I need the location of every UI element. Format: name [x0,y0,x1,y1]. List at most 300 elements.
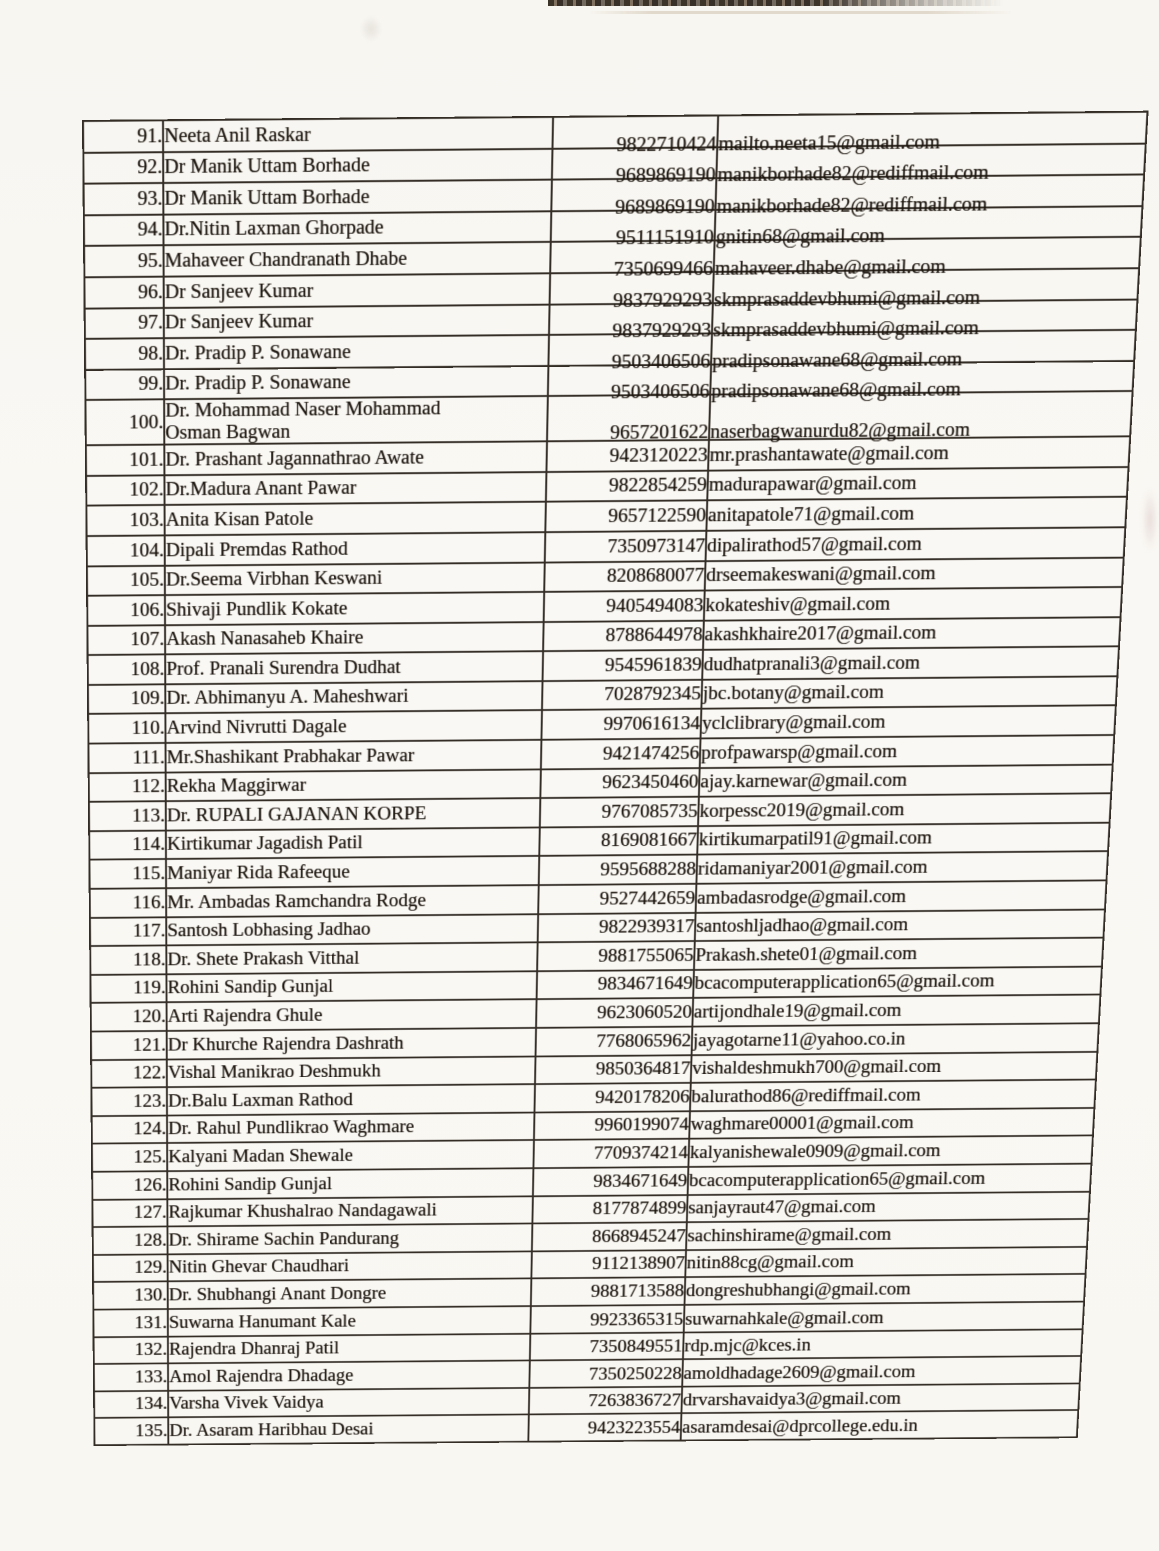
phone-cell [528,1413,681,1441]
person-name: Arti Rajendra Ghule [167,1005,323,1027]
name-cell [167,1168,533,1199]
person-name: Rohini Sandip Gunjal [167,976,334,999]
email-address: amoldhadage2609@gmail.com [683,1362,916,1383]
serial-number: 127. [133,1202,167,1223]
phone-cell [544,561,705,592]
serial-number: 113. [131,805,165,827]
email-address: nitin88cg@gmail.com [686,1252,855,1274]
phone-cell [545,501,707,532]
serial-number-cell [83,152,163,184]
name-cell [164,396,548,444]
name-cell [164,472,546,505]
serial-number-cell [88,655,166,685]
serial-number-cell [93,1227,168,1255]
person-name: Mr.Shashikant Prabhakar Pawar [166,745,415,768]
serial-number-cell [84,214,164,246]
serial-number: 118. [132,949,166,970]
name-cell [166,856,539,888]
serial-number-cell [91,1059,167,1088]
phone-number: 7028792345 [603,683,702,706]
serial-number: 130. [134,1285,167,1305]
person-name: Prof. Pranali Surendra Dudhat [166,656,401,680]
serial-number-cell [94,1336,168,1364]
name-cell [166,914,538,946]
phone-number: 9822854259 [608,474,708,497]
serial-number: 105. [129,569,164,591]
phone-cell [533,1167,688,1196]
email-address: profpawarsp@gmail.com [700,741,898,764]
email-address: artijondhale19@gmail.com [693,1000,902,1023]
serial-number: 117. [132,921,166,942]
phone-cell [538,913,696,943]
email-cell [685,1247,1087,1278]
name-cell [164,273,551,307]
person-name: Dr. Asaram Haribhau Desai [169,1419,374,1441]
phone-number: 8788644978 [605,624,703,647]
phone-cell [544,591,705,622]
phone-number: 9881713588 [590,1281,685,1302]
serial-number: 97. [138,312,163,334]
name-cell [167,1056,536,1087]
person-name: Dr Sanjeev Kumar [164,279,314,303]
email-cell [684,1302,1084,1333]
phone-number: 9657122590 [607,504,707,527]
email-address: asaramdesai@dprcollege.edu.in [681,1416,919,1437]
phone-cell [543,620,704,651]
serial-number-cell [88,743,165,773]
person-name: Akash Nanasaheb Khaire [166,627,364,650]
contact-table-body [83,112,1147,1445]
serial-number-cell [93,1309,168,1337]
email-address: pradipsonawane68@gmail.com [711,379,962,403]
phone-number: 7768065962 [596,1030,692,1052]
email-address: balurathod86@rediffmail.com [691,1085,921,1107]
email-cell [699,764,1113,797]
phone-cell [529,1359,683,1387]
email-cell [700,735,1115,768]
person-name: Rajendra Dhanraj Patil [168,1338,340,1360]
serial-number: 124. [133,1119,167,1140]
email-address: sachinshirame@gmail.com [687,1224,892,1246]
serial-number: 119. [132,978,166,999]
serial-number: 94. [137,218,163,241]
serial-number: 108. [130,658,165,680]
name-cell [167,1112,534,1143]
email-address: mr.prashantawate@gmail.com [709,442,950,466]
name-cell [166,943,537,975]
email-cell [706,527,1126,561]
email-address: suwarnahkale@gmail.com [684,1308,884,1329]
person-name: Rekha Maggirwar [166,775,307,797]
serial-number-cell [88,684,165,714]
phone-number: 9822939317 [598,916,695,938]
email-cell [689,1108,1094,1139]
serial-number: 135. [134,1421,168,1441]
phone-number: 9923365315 [589,1309,684,1330]
name-cell [165,622,544,655]
name-cell [166,769,541,801]
email-cell [682,1356,1081,1386]
person-name: Dr. Rahul Pundlikrao Waghmare [167,1117,415,1139]
name-cell [164,242,551,276]
serial-number-cell [87,565,165,596]
email-address: kirtikumarpatil91@gmail.com [698,828,933,851]
person-name: Nitin Ghevar Chaudhari [168,1256,350,1278]
name-cell [168,1388,529,1418]
person-name: Dr. Shete Prakash Vitthal [167,948,360,970]
person-name: Dr. Pradip P. Sonawane [165,371,351,395]
serial-number: 107. [130,629,165,651]
email-cell [687,1191,1090,1222]
name-cell [163,180,552,215]
phone-number: 9970616134 [603,713,701,735]
email-address: drseemakeswani@gmail.com [705,563,936,586]
phone-cell [532,1222,687,1251]
person-name: Dr.Balu Laxman Rathod [167,1089,353,1111]
email-address: drvarshavaidya3@gmail.com [682,1389,902,1411]
person-name: Suwarna Hanumant Kale [168,1311,356,1332]
serial-number-cell [86,505,164,536]
serial-number-cell [93,1282,168,1310]
scanner-edge-artifact-band [548,0,1018,6]
phone-cell [531,1277,685,1306]
person-name: Shivaji Pundlik Kokate [165,597,348,621]
serial-number: 125. [133,1147,167,1168]
phone-number: 7709374214 [593,1143,689,1164]
name-cell [166,798,541,830]
scanner-edge-artifact-faint-line [588,11,1013,14]
email-cell [696,852,1108,884]
phone-cell [540,768,699,798]
serial-number-cell [89,772,166,802]
name-cell [166,827,540,859]
phone-number: 9689869190 [615,164,716,188]
person-name: Dr Manik Uttam Borhade [164,185,370,210]
phone-cell [543,650,703,681]
phone-cell [536,998,693,1028]
email-cell [690,1080,1096,1111]
email-address: sanjayraut47@gmai.com [687,1197,876,1218]
email-cell [704,587,1122,620]
email-cell [681,1410,1079,1440]
name-cell [167,1140,534,1171]
serial-number-cell [92,1199,167,1227]
serial-number: 109. [130,688,165,710]
person-name: Dr. Abhimanyu A. Maheshwari [166,686,409,709]
serial-number: 99. [138,373,164,395]
phone-number: 9511151910 [615,227,715,250]
person-name: Dr. Mohammad Naser Mohammad Osman Bagwan [165,398,441,444]
scan-smudge-top-left [360,16,382,42]
email-address: mahaveer.dhabe@gmail.com [714,256,947,280]
serial-number-cell [92,1115,167,1144]
email-cell [706,497,1127,531]
email-address: korpessc2019@gmail.com [699,799,905,822]
serial-number-cell [84,183,164,215]
name-cell [167,1224,532,1255]
email-address: ajay.karnewar@gmail.com [699,770,908,793]
email-cell [698,793,1111,826]
serial-number-cell [91,1003,167,1032]
email-cell [701,676,1117,709]
email-cell [683,1329,1083,1359]
serial-number-cell [85,369,164,400]
person-name: Varsha Vivek Vaidya [169,1393,324,1414]
name-cell [164,335,549,369]
serial-number: 133. [134,1367,168,1387]
email-address: manikborhade82@rediffmail.com [717,162,990,187]
serial-number: 134. [134,1394,168,1414]
serial-number: 121. [132,1035,166,1055]
phone-number: 8169081667 [600,830,697,852]
email-address: Prakash.shete01@gmail.com [695,943,918,966]
email-address: dipalirathod57@gmail.com [706,533,923,556]
phone-number: 9623060520 [596,1002,693,1023]
serial-number: 92. [137,156,163,179]
scan-smudge-right-edge [1142,488,1158,552]
serial-number-cell [94,1418,168,1446]
email-address: bcacomputerapplication65@gmail.com [688,1168,986,1191]
phone-cell [545,531,707,562]
email-address: gnitin68@gmail.com [715,225,886,249]
email-address: kalyanishewale0909@gmail.com [689,1141,941,1163]
email-address: jbc.botany@gmail.com [702,682,885,705]
email-cell [695,909,1105,941]
phone-number: 9767085735 [601,801,698,823]
phone-number: 9595688288 [599,859,697,881]
phone-cell [533,1139,689,1168]
phone-number: 9527442659 [599,887,696,909]
email-address: madurapawar@gmail.com [708,472,917,496]
phone-number: 9503406506 [610,381,710,404]
serial-number-cell [90,917,166,946]
email-cell [686,1219,1088,1250]
phone-cell [541,738,701,769]
name-cell [168,1415,529,1445]
serial-number: 100. [128,411,164,433]
email-address: vishaldeshmukh700@gmail.com [691,1056,942,1079]
person-name: Kirtikumar Jagadish Patil [166,833,363,855]
person-name: Santosh Lobhasing Jadhao [167,919,371,942]
phone-cell [531,1250,686,1279]
email-address: jayagotarne11@yahoo.co.in [692,1028,906,1051]
phone-cell [534,1111,690,1140]
phone-cell [546,440,709,472]
serial-number-cell [92,1143,167,1171]
serial-number-cell [90,974,166,1003]
serial-number: 112. [131,776,165,798]
email-address: dudhatpranali3@gmail.com [703,652,921,675]
email-address: ambadasrodge@gmail.com [696,886,907,909]
name-cell [165,502,546,535]
phone-number: 8668945247 [591,1226,686,1247]
email-address: mailto.neeta15@gmail.com [718,131,941,155]
email-cell [701,706,1116,739]
name-cell [165,592,544,625]
serial-number-cell [86,445,165,476]
serial-number: 96. [137,281,163,303]
serial-number-cell [89,830,166,860]
serial-number: 115. [132,863,166,884]
person-name: Dr. Shirame Sachin Pandurang [168,1228,400,1250]
serial-number-cell [85,338,164,369]
serial-number-cell [85,400,164,446]
email-address: bcacomputerapplication65@gmail.com [694,971,995,994]
serial-number: 126. [133,1175,167,1195]
phone-cell [536,1027,693,1057]
name-cell [163,211,551,246]
serial-number-cell [87,625,165,655]
serial-number: 101. [129,449,164,471]
serial-number: 129. [133,1258,167,1278]
phone-cell [529,1386,682,1414]
phone-cell [539,855,698,885]
serial-number-cell [85,308,164,339]
phone-number: 9421474256 [602,742,700,764]
phone-number: 9689869190 [614,195,715,219]
serial-number: 128. [133,1230,167,1251]
email-cell [696,880,1107,912]
email-cell [693,966,1102,998]
phone-number: 9822710424 [616,133,717,156]
email-address: pradipsonawane68@gmail.com [711,348,963,373]
phone-number: 9420178206 [594,1087,690,1108]
serial-number: 131. [134,1312,167,1333]
email-address: santoshljadhao@gmail.com [695,914,909,937]
phone-cell [530,1332,684,1360]
phone-cell [538,884,696,914]
serial-number: 102. [129,479,164,501]
email-address: ridamaniyar2001@gmail.com [697,857,928,880]
person-name: Dr.Madura Anant Pawar [165,477,357,501]
phone-number: 9112138907 [591,1253,686,1274]
person-name: Mahaveer Chandranath Dhabe [164,247,408,272]
email-cell [717,112,1147,155]
person-name: Vishal Manikrao Deshmukh [167,1061,381,1083]
email-address: anitapatole71@gmail.com [707,503,915,526]
email-cell [705,557,1124,590]
person-name: Dr Sanjeev Kumar [164,310,314,334]
serial-number-cell [88,714,165,744]
phone-number: 9960199074 [594,1115,689,1136]
serial-number-cell [94,1391,168,1419]
name-cell [168,1251,532,1281]
person-name: Rajkumar Khushalrao Nandagawali [168,1200,437,1223]
serial-number: 120. [132,1006,166,1027]
email-address: akashkhaire2017@gmail.com [704,622,937,646]
email-address: dongreshubhangi@gmail.com [685,1279,912,1301]
person-name: Maniyar Rida Rafeeque [166,862,350,884]
name-cell [165,651,543,684]
contact-list-table [82,111,1149,1446]
email-address: skmprasaddevbhumi@gmail.com [712,317,980,342]
phone-number: 9834671649 [597,973,693,995]
email-cell [681,1383,1079,1413]
serial-number: 93. [137,187,163,210]
phone-cell [541,709,701,740]
email-address: manikborhade82@rediffmail.com [716,193,988,218]
email-cell [688,1164,1092,1195]
serial-number: 98. [138,342,163,365]
serial-number-cell [89,859,166,888]
phone-cell [537,941,695,971]
email-cell [702,647,1119,680]
serial-number-cell [87,535,165,566]
serial-number: 122. [132,1063,166,1084]
phone-number: 9503406506 [611,350,711,373]
phone-number: 9423223554 [587,1418,681,1438]
phone-number: 9423120223 [609,444,708,467]
name-cell [165,562,545,595]
phone-number: 9850364817 [595,1058,691,1080]
phone-number: 7350699466 [613,258,714,281]
phone-number: 8208680077 [606,565,705,587]
phone-number: 9623450460 [601,772,699,794]
serial-number: 111. [132,747,165,768]
name-cell [167,1196,533,1227]
phone-number: 7350250228 [588,1364,682,1384]
person-name: Dr Manik Uttam Borhade [164,154,370,179]
phone-number: 7263836727 [588,1391,682,1411]
name-cell [163,117,553,152]
name-cell [166,971,537,1003]
name-cell [166,740,542,772]
phone-number: 9657201622 [609,421,709,444]
email-cell [703,617,1121,650]
phone-number: 9545961839 [604,654,702,676]
serial-number-cell [87,595,165,625]
person-name: Amol Rajendra Dhadage [168,1365,354,1387]
person-name: Dr Khurche Rajendra Dashrath [167,1033,404,1055]
phone-number: 7350973147 [607,535,706,557]
name-cell [165,681,542,714]
email-cell [692,1023,1099,1055]
serial-number-cell [84,277,163,309]
email-address: waghmare00001@gmail.com [690,1113,914,1135]
warped-sheet [82,111,1147,1446]
person-name: Dipali Premdas Rathod [165,538,348,561]
phone-cell [552,115,718,156]
person-name: Dr. RUPALI GAJANAN KORPE [166,803,427,826]
serial-number-cell [90,888,167,917]
phone-number: 9881755065 [598,945,694,967]
name-cell [164,441,547,475]
email-cell [684,1274,1085,1305]
serial-number: 91. [137,124,163,148]
email-cell [688,1136,1093,1167]
email-address: naserbagwanurdu82@gmail.com [709,418,971,443]
phone-cell [535,1055,692,1084]
serial-number-cell [84,246,164,278]
serial-number: 104. [129,539,164,561]
person-name: Mr. Ambadas Ramchandra Rodge [167,890,426,913]
name-cell [165,710,542,743]
phone-cell [540,797,699,827]
phone-number: 9834671649 [593,1170,688,1192]
serial-number-cell [93,1254,168,1282]
serial-number-cell [91,1087,167,1116]
serial-number: 123. [132,1091,167,1112]
phone-number: 9405494083 [605,594,704,617]
serial-number-cell [89,801,166,831]
email-address: kokateshiv@gmail.com [704,593,891,616]
name-cell [163,148,552,183]
serial-number-cell [90,946,166,975]
email-address: rdp.mjc@kces.in [683,1335,812,1356]
phone-cell [539,826,698,856]
name-cell [168,1333,530,1363]
serial-number: 95. [137,250,163,272]
